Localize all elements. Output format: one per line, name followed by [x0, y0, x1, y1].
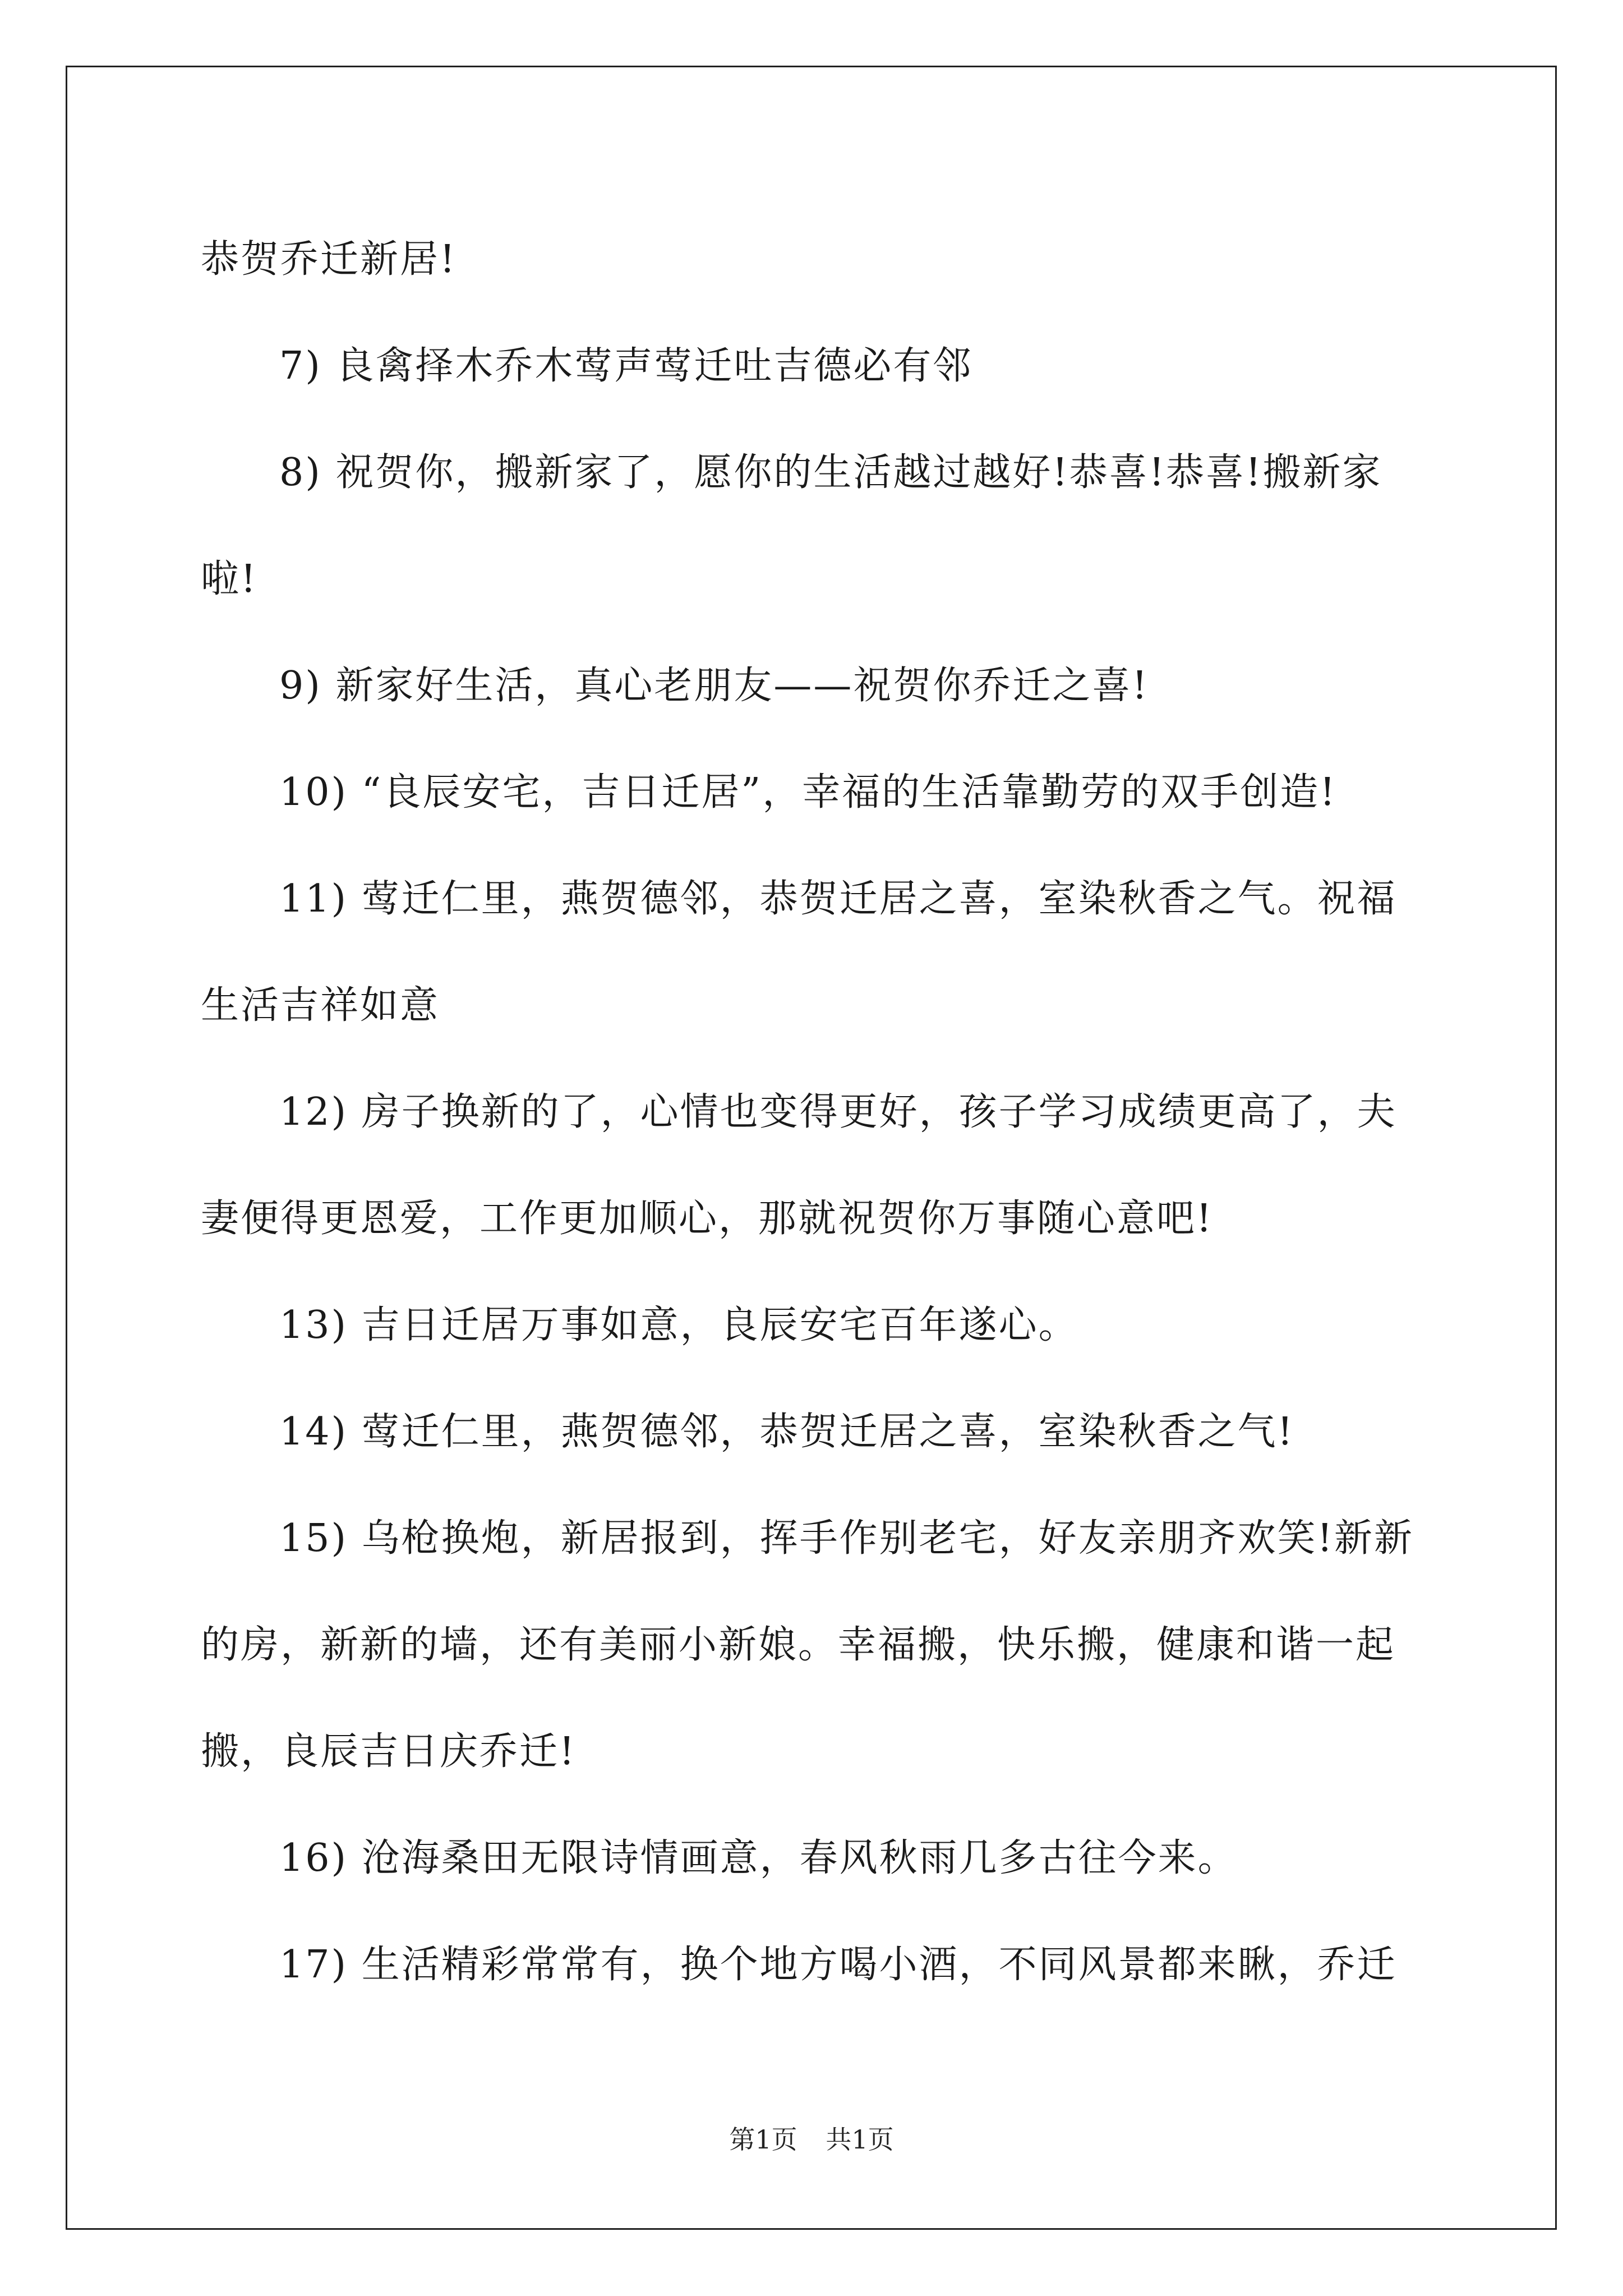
page-total: 共1页	[826, 2124, 894, 2155]
paragraph-4: 9) 新家好生活，真心老朋友——祝贺你乔迁之喜!	[279, 664, 1149, 708]
paragraph-3: 8) 祝贺你，搬新家了，愿你的生活越过越好!恭喜!恭喜!搬新家啦!	[201, 450, 1382, 601]
paragraph-8: 13) 吉日迁居万事如意，良辰安宅百年遂心。	[279, 1303, 1078, 1347]
paragraph-7: 12) 房子换新的了，心情也变得更好，孩子学习成绩更高了，夫妻便得更恩爱，工作更加顺心，那就祝贺你万事随心意吧!	[201, 1090, 1397, 1241]
document-body	[201, 206, 1435, 2018]
paragraph-10: 15) 乌枪换炮，新居报到，挥手作别老宅，好友亲朋齐欢笑!新新的房，新新的墙，还有美丽小新娘。幸福搬，快乐搬，健康和谐一起搬，良辰吉日庆乔迁!	[201, 1516, 1414, 1774]
paragraph-12: 17) 生活精彩常常有，换个地方喝小酒，不同风景都来瞅，乔迁	[279, 1943, 1397, 1987]
paragraph-11: 16) 沧海桑田无限诗情画意，春风秋雨几多古往今来。	[279, 1836, 1238, 1880]
paragraph-1: 恭贺乔迁新居!	[201, 237, 457, 282]
paragraph-2: 7) 良禽择木乔木莺声莺迁吐吉德必有邻	[279, 344, 973, 388]
page-footer	[0, 2119, 1623, 2156]
page-number: 第1页	[729, 2124, 797, 2155]
paragraph-6: 11) 莺迁仁里，燕贺德邻，恭贺迁居之喜，室染秋香之气。祝福生活吉祥如意	[201, 877, 1397, 1028]
paragraph-5: 10) “良辰安宅，吉日迁居”，幸福的生活靠勤劳的双手创造!	[279, 770, 1337, 815]
paragraph-9: 14) 莺迁仁里，燕贺德邻，恭贺迁居之喜，室染秋香之气!	[279, 1410, 1294, 1454]
